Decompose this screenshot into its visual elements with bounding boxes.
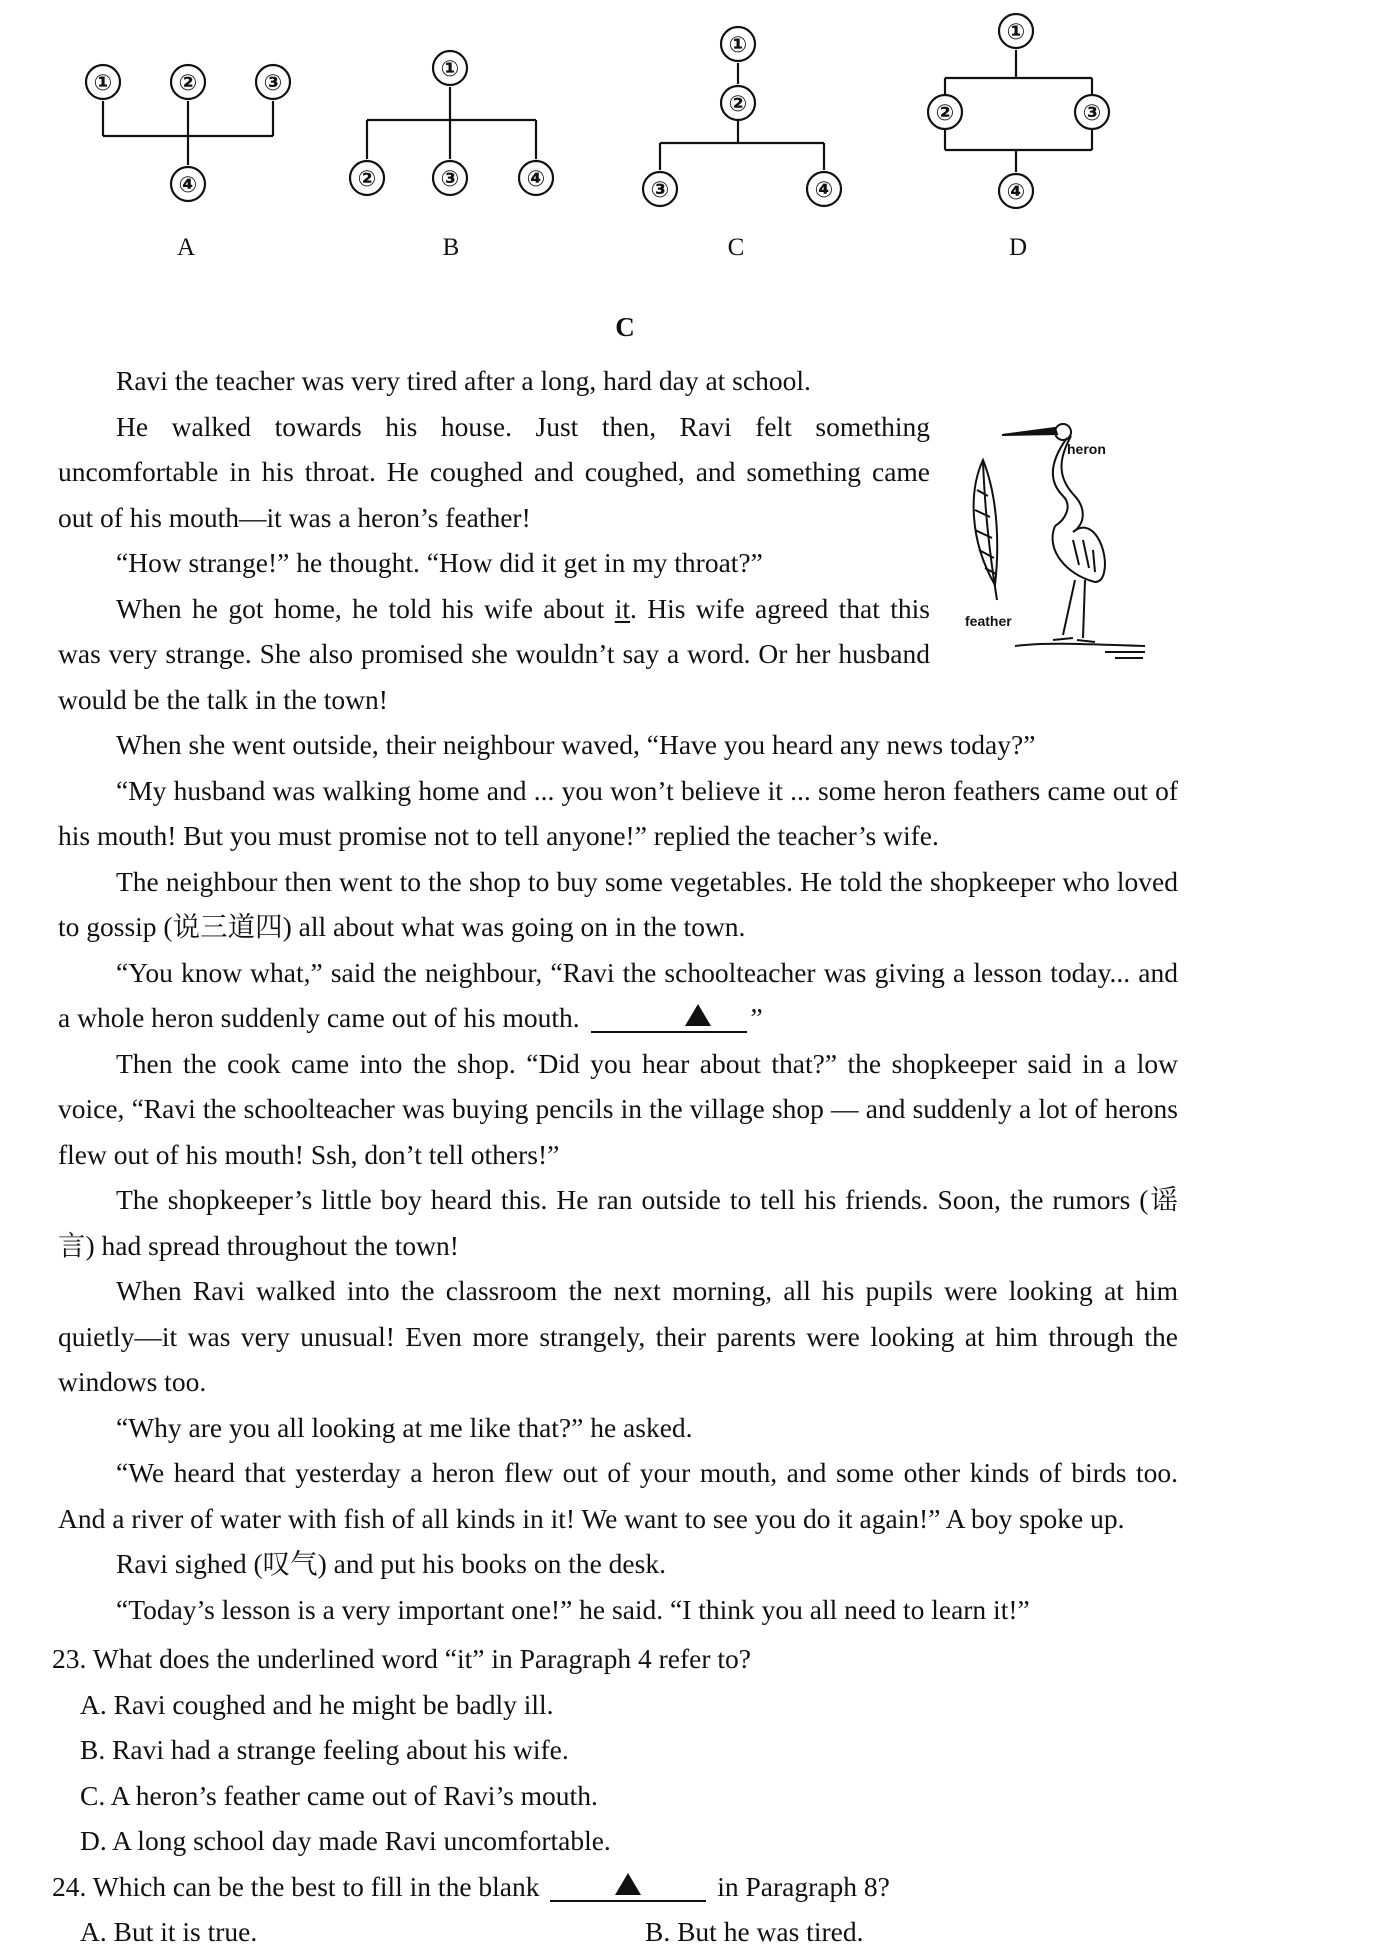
node: ① xyxy=(93,71,113,96)
option-23-d[interactable]: D. A long school day made Ravi uncomfortable. xyxy=(80,1825,611,1856)
question-24-stem-end: in Paragraph 8? xyxy=(710,1870,890,1902)
node: ③ xyxy=(440,167,460,192)
answer-blank xyxy=(591,1004,747,1033)
node: ③ xyxy=(263,71,283,96)
paragraph-14: Ravi sighed (叹气) and put his books on the desk. xyxy=(116,1548,666,1579)
node: ④ xyxy=(178,173,198,198)
option-24-a[interactable]: A. But it is true. xyxy=(80,1916,258,1947)
triangle-icon xyxy=(615,1873,641,1895)
section-title: C xyxy=(615,312,635,342)
paragraph-2: He walked towards his house. Just then, Ravi felt something uncomfortable in his throat. He coughed and coughed, and something came out of his mouth—it was a heron’s feather! xyxy=(58,410,930,533)
underlined-word: it xyxy=(614,592,631,624)
paragraph-4-text-before: When he got home, he told his wife about xyxy=(116,592,615,624)
node: ① xyxy=(1006,20,1026,45)
question-23: 23. What does the underlined word “it” in Paragraph 4 refer to? xyxy=(52,1643,751,1674)
question-24-stem: 24. Which can be the best to fill in the blank xyxy=(52,1870,547,1902)
node: ③ xyxy=(650,178,670,203)
option-23-c[interactable]: C. A heron’s feather came out of Ravi’s mouth. xyxy=(80,1779,598,1811)
paragraph-8 xyxy=(58,950,1178,1041)
paragraph-9: Then the cook came into the shop. “Did you hear about that?” the shopkeeper said in a low voice, “Ravi the schoolteacher was buying pencils in the village shop — and suddenly a lot of herons flew out of his mouth! Ssh, don’t tell others!” xyxy=(58,1047,1178,1170)
node: ④ xyxy=(814,178,834,203)
node: ② xyxy=(357,167,377,192)
paragraph-1: Ravi the teacher was very tired after a long, hard day at school. xyxy=(116,365,811,396)
structure-diagrams xyxy=(0,0,1390,270)
question-24-options xyxy=(52,1909,1182,1955)
paragraph-15: “Today’s lesson is a very important one!” he said. “I think you all need to learn it!” xyxy=(116,1593,1030,1625)
paragraph-12: “Why are you all looking at me like that?” he asked. xyxy=(116,1411,693,1443)
heron-label: heron xyxy=(1067,441,1106,457)
questions xyxy=(52,1636,1182,1955)
node: ④ xyxy=(1006,180,1026,205)
node: ③ xyxy=(1082,101,1102,126)
passage xyxy=(58,358,1178,1632)
triangle-icon xyxy=(685,1004,711,1026)
node: ② xyxy=(728,92,748,117)
diagram-label-c: C xyxy=(727,234,745,261)
diagram-label-a: A xyxy=(176,234,196,261)
option-24-b[interactable]: B. But he was tired. xyxy=(645,1916,864,1947)
paragraph-11: When Ravi walked into the classroom the next morning, all his pupils were looking at him quietly—it was very unusual! Even more strangely, their parents were looking at him through the windows too. xyxy=(58,1275,1178,1397)
paragraph-8-text: “You know what,” said the neighbour, “Ravi the schoolteacher was giving a lesson today... and a whole heron suddenly came out of his mouth. xyxy=(58,956,1178,1033)
paragraph-7: The neighbour then went to the shop to buy some vegetables. He told the shopkeeper who loved to gossip (说三道四) all about what was going on in the town. xyxy=(58,865,1178,942)
paragraph-3: “How strange!” he thought. “How did it get in my throat?” xyxy=(116,547,763,578)
node: ② xyxy=(935,101,955,126)
paragraph-6: “My husband was walking home and ... you won’t believe it ... some heron feathers came out of his mouth! But you must promise not to tell anyone!” replied the teacher’s wife. xyxy=(58,774,1178,851)
paragraph-10: The shopkeeper’s little boy heard this. He ran outside to tell his friends. Soon, the rumors (谣言) had spread throughout the town! xyxy=(58,1184,1178,1261)
node: ① xyxy=(728,33,748,58)
paragraph-4-text-after: . His wife agreed that this was very strange. She also promised she wouldn’t say a word. Or her husband would be the talk in the town! xyxy=(58,592,930,715)
option-23-a[interactable]: A. Ravi coughed and he might be badly ill. xyxy=(80,1688,554,1720)
question-24-blank xyxy=(550,1873,706,1902)
node: ④ xyxy=(526,167,546,192)
diagram-label-d: D xyxy=(1008,234,1028,261)
paragraph-5: When she went outside, their neighbour waved, “Have you heard any news today?” xyxy=(116,729,1036,760)
feather-label: feather xyxy=(965,613,1012,629)
paragraph-8-quote-end: ” xyxy=(750,1002,763,1033)
option-23-b[interactable]: B. Ravi had a strange feeling about his wife. xyxy=(80,1734,569,1765)
node: ② xyxy=(178,71,198,96)
question-24 xyxy=(52,1864,1182,1910)
node: ① xyxy=(440,57,460,82)
paragraph-13: “We heard that yesterday a heron flew out of your mouth, and some other kinds of birds too. And a river of water with fish of all kinds in it! We want to see you do it again!” A boy spoke up. xyxy=(58,1457,1178,1534)
paragraph-4 xyxy=(58,586,930,723)
diagram-label-b: B xyxy=(442,234,460,261)
